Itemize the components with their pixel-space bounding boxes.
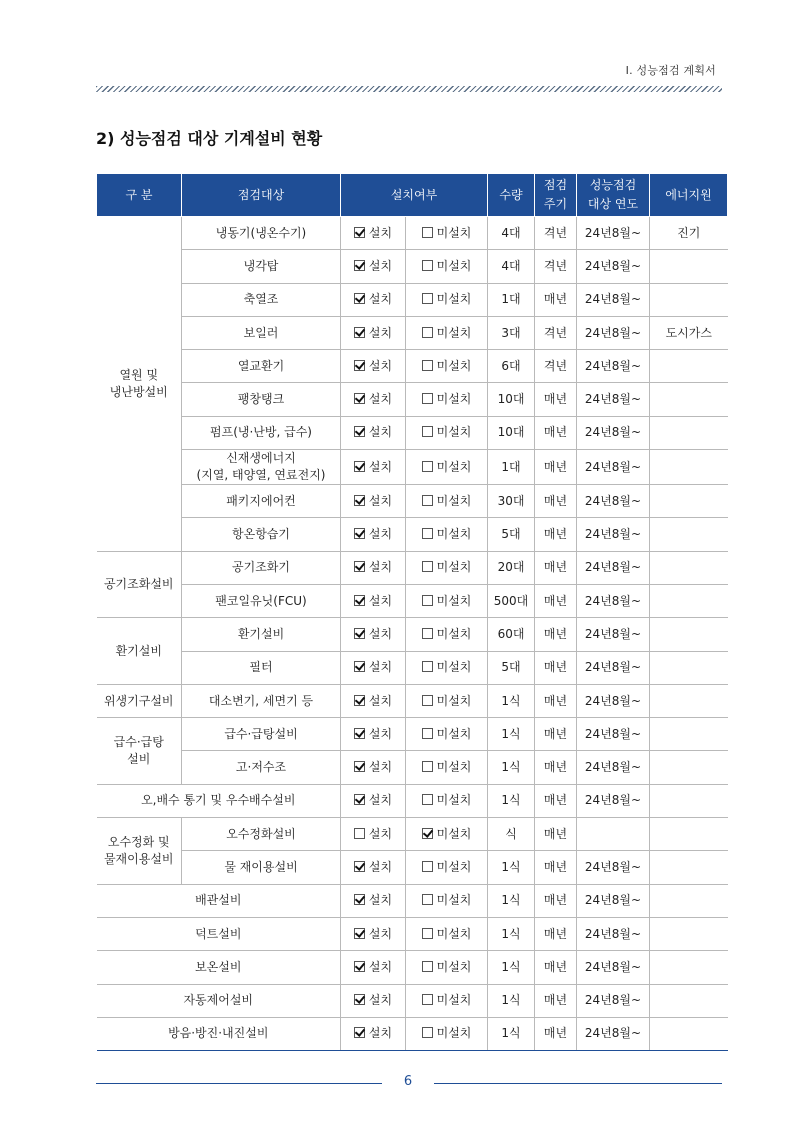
header-energy: 에너지원 xyxy=(650,174,728,217)
cell-qty: 식 xyxy=(488,818,535,851)
target-name: 팬코일유닛(FCU) xyxy=(182,584,341,617)
target-name: 패키지에어컨 xyxy=(182,485,341,518)
footer-line-right xyxy=(434,1083,722,1084)
cell-year: 24년8월~ xyxy=(577,684,650,717)
cell-qty: 10대 xyxy=(488,416,535,449)
target-name: 오수정화설비 xyxy=(182,818,341,851)
cell-energy xyxy=(650,684,728,717)
install-option-not-installed: 미설치 xyxy=(406,217,488,250)
cell-cycle: 매년 xyxy=(535,283,577,316)
install-option-not-installed: 미설치 xyxy=(406,250,488,283)
checkbox-not-installed[interactable] xyxy=(422,1027,433,1038)
install-option-installed: 설치 xyxy=(341,283,406,316)
checkbox-installed[interactable] xyxy=(354,695,365,706)
cell-qty: 30대 xyxy=(488,485,535,518)
cell-qty: 1식 xyxy=(488,684,535,717)
checkbox-not-installed[interactable] xyxy=(422,928,433,939)
cell-qty: 5대 xyxy=(488,651,535,684)
install-option-not-installed: 미설치 xyxy=(406,684,488,717)
install-option-not-installed: 미설치 xyxy=(406,450,488,485)
cell-cycle: 매년 xyxy=(535,618,577,651)
checkbox-not-installed[interactable] xyxy=(422,861,433,872)
cell-year: 24년8월~ xyxy=(577,884,650,917)
cell-year: 24년8월~ xyxy=(577,984,650,1017)
table-row xyxy=(97,518,728,551)
table-row xyxy=(97,551,728,584)
cell-qty: 1식 xyxy=(488,851,535,884)
cell-qty: 500대 xyxy=(488,584,535,617)
install-option-installed: 설치 xyxy=(341,818,406,851)
group-category: 열원 및 냉난방설비 xyxy=(97,217,182,552)
checkbox-not-installed[interactable] xyxy=(422,695,433,706)
header-year: 성능점검 대상 연도 xyxy=(577,174,650,217)
install-option-not-installed: 미설치 xyxy=(406,784,488,817)
install-option-not-installed: 미설치 xyxy=(406,518,488,551)
cell-energy xyxy=(650,551,728,584)
cell-cycle: 매년 xyxy=(535,518,577,551)
cell-cycle: 매년 xyxy=(535,1017,577,1050)
cell-energy xyxy=(650,917,728,950)
cell-cycle: 매년 xyxy=(535,917,577,950)
install-option-installed: 설치 xyxy=(341,884,406,917)
cell-energy xyxy=(650,350,728,383)
cell-year: 24년8월~ xyxy=(577,551,650,584)
target-name: 펌프(냉·난방, 급수) xyxy=(182,416,341,449)
checkbox-not-installed[interactable] xyxy=(422,461,433,472)
cell-qty: 4대 xyxy=(488,250,535,283)
footer-line-left xyxy=(96,1083,382,1084)
checkbox-not-installed[interactable] xyxy=(422,661,433,672)
cell-year: 24년8월~ xyxy=(577,584,650,617)
checkbox-not-installed[interactable] xyxy=(422,293,433,304)
group-category: 위생기구설비 xyxy=(97,684,182,717)
cell-year: 24년8월~ xyxy=(577,250,650,283)
checkbox-installed[interactable] xyxy=(354,393,365,404)
cell-qty: 60대 xyxy=(488,618,535,651)
cell-energy xyxy=(650,383,728,416)
table-row xyxy=(97,851,728,884)
target-name: 급수·급탕설비 xyxy=(182,718,341,751)
target-name: 보일러 xyxy=(182,316,341,349)
cell-year: 24년8월~ xyxy=(577,485,650,518)
install-option-installed: 설치 xyxy=(341,250,406,283)
header-hatch-divider xyxy=(96,86,722,92)
checkbox-installed[interactable] xyxy=(354,360,365,371)
checkbox-not-installed[interactable] xyxy=(422,528,433,539)
checkbox-not-installed[interactable] xyxy=(422,327,433,338)
install-option-not-installed: 미설치 xyxy=(406,818,488,851)
install-option-not-installed: 미설치 xyxy=(406,984,488,1017)
install-option-installed: 설치 xyxy=(341,851,406,884)
header-category: 구 분 xyxy=(97,174,182,217)
cell-qty: 1대 xyxy=(488,283,535,316)
cell-year: 24년8월~ xyxy=(577,518,650,551)
cell-energy xyxy=(650,485,728,518)
running-header: Ⅰ. 성능점검 계획서 xyxy=(625,64,716,77)
target-name: 신재생에너지 (지열, 태양열, 연료전지) xyxy=(182,450,341,485)
cell-qty: 4대 xyxy=(488,217,535,250)
checkbox-not-installed[interactable] xyxy=(422,495,433,506)
install-option-not-installed: 미설치 xyxy=(406,851,488,884)
cell-energy xyxy=(650,818,728,851)
checkbox-installed[interactable] xyxy=(354,561,365,572)
cell-cycle: 매년 xyxy=(535,951,577,984)
install-option-not-installed: 미설치 xyxy=(406,283,488,316)
checkbox-installed[interactable] xyxy=(354,894,365,905)
target-name: 축열조 xyxy=(182,283,341,316)
target-name: 냉동기(냉온수기) xyxy=(182,217,341,250)
section-title: 2) 성능점검 대상 기계설비 현황 xyxy=(96,129,323,148)
header-cycle: 점검 주기 xyxy=(535,174,577,217)
install-option-installed: 설치 xyxy=(341,217,406,250)
cell-cycle: 매년 xyxy=(535,383,577,416)
table-row xyxy=(97,718,728,751)
cell-energy xyxy=(650,1017,728,1050)
checkbox-not-installed[interactable] xyxy=(422,227,433,238)
checkbox-installed[interactable] xyxy=(354,260,365,271)
cell-year: 24년8월~ xyxy=(577,718,650,751)
table-row xyxy=(97,316,728,349)
install-option-not-installed: 미설치 xyxy=(406,751,488,784)
header-qty: 수량 xyxy=(488,174,535,217)
checkbox-not-installed[interactable] xyxy=(422,728,433,739)
install-option-installed: 설치 xyxy=(341,984,406,1017)
install-option-installed: 설치 xyxy=(341,485,406,518)
install-option-installed: 설치 xyxy=(341,584,406,617)
target-name: 팽창탱크 xyxy=(182,383,341,416)
target-name: 항온항습기 xyxy=(182,518,341,551)
checkbox-installed[interactable] xyxy=(354,828,365,839)
target-name: 자동제어설비 xyxy=(97,984,341,1017)
install-option-not-installed: 미설치 xyxy=(406,618,488,651)
cell-year: 24년8월~ xyxy=(577,450,650,485)
install-option-not-installed: 미설치 xyxy=(406,551,488,584)
checkbox-not-installed[interactable] xyxy=(422,393,433,404)
group-category: 환기설비 xyxy=(97,618,182,685)
cell-qty: 1식 xyxy=(488,917,535,950)
checkbox-installed[interactable] xyxy=(354,227,365,238)
checkbox-installed[interactable] xyxy=(354,628,365,639)
cell-cycle: 매년 xyxy=(535,851,577,884)
cell-energy xyxy=(650,416,728,449)
target-name: 열교환기 xyxy=(182,350,341,383)
install-option-installed: 설치 xyxy=(341,316,406,349)
table-row xyxy=(97,584,728,617)
table-row xyxy=(97,350,728,383)
cell-energy xyxy=(650,250,728,283)
install-option-installed: 설치 xyxy=(341,383,406,416)
cell-cycle: 매년 xyxy=(535,684,577,717)
cell-year: 24년8월~ xyxy=(577,283,650,316)
install-option-not-installed: 미설치 xyxy=(406,316,488,349)
cell-year xyxy=(577,818,650,851)
checkbox-not-installed[interactable] xyxy=(422,595,433,606)
install-option-not-installed: 미설치 xyxy=(406,1017,488,1050)
header-target: 점검대상 xyxy=(182,174,341,217)
table-row xyxy=(97,751,728,784)
checkbox-installed[interactable] xyxy=(354,661,365,672)
install-option-installed: 설치 xyxy=(341,551,406,584)
cell-year: 24년8월~ xyxy=(577,383,650,416)
checkbox-not-installed[interactable] xyxy=(422,260,433,271)
cell-energy xyxy=(650,951,728,984)
install-option-not-installed: 미설치 xyxy=(406,917,488,950)
checkbox-not-installed[interactable] xyxy=(422,628,433,639)
cell-year: 24년8월~ xyxy=(577,651,650,684)
target-name: 물 재이용설비 xyxy=(182,851,341,884)
cell-cycle: 매년 xyxy=(535,416,577,449)
checkbox-installed[interactable] xyxy=(354,528,365,539)
install-option-installed: 설치 xyxy=(341,350,406,383)
cell-qty: 1식 xyxy=(488,751,535,784)
cell-cycle: 매년 xyxy=(535,651,577,684)
checkbox-not-installed[interactable] xyxy=(422,794,433,805)
cell-cycle: 매년 xyxy=(535,584,577,617)
checkbox-not-installed[interactable] xyxy=(422,426,433,437)
table-row xyxy=(97,485,728,518)
install-option-not-installed: 미설치 xyxy=(406,584,488,617)
install-option-installed: 설치 xyxy=(341,718,406,751)
install-option-installed: 설치 xyxy=(341,751,406,784)
target-name: 방음·방진·내진설비 xyxy=(97,1017,341,1050)
target-name: 필터 xyxy=(182,651,341,684)
cell-cycle: 격년 xyxy=(535,350,577,383)
install-option-installed: 설치 xyxy=(341,651,406,684)
cell-year: 24년8월~ xyxy=(577,951,650,984)
cell-year: 24년8월~ xyxy=(577,751,650,784)
cell-energy xyxy=(650,851,728,884)
table-row xyxy=(97,884,728,917)
checkbox-not-installed[interactable] xyxy=(422,894,433,905)
cell-energy xyxy=(650,283,728,316)
cell-year: 24년8월~ xyxy=(577,1017,650,1050)
equipment-table xyxy=(96,173,728,1051)
cell-year: 24년8월~ xyxy=(577,851,650,884)
table-row xyxy=(97,217,728,250)
install-option-installed: 설치 xyxy=(341,450,406,485)
cell-qty: 20대 xyxy=(488,551,535,584)
group-category: 오수정화 및 물재이용설비 xyxy=(97,818,182,885)
table-header-row xyxy=(97,174,728,217)
checkbox-not-installed[interactable] xyxy=(422,828,433,839)
table-row xyxy=(97,684,728,717)
cell-cycle: 격년 xyxy=(535,316,577,349)
cell-year: 24년8월~ xyxy=(577,316,650,349)
target-name: 고·저수조 xyxy=(182,751,341,784)
checkbox-installed[interactable] xyxy=(354,761,365,772)
cell-qty: 3대 xyxy=(488,316,535,349)
checkbox-installed[interactable] xyxy=(354,928,365,939)
cell-qty: 5대 xyxy=(488,518,535,551)
cell-cycle: 매년 xyxy=(535,718,577,751)
target-name: 공기조화기 xyxy=(182,551,341,584)
group-category: 급수·급탕 설비 xyxy=(97,718,182,785)
install-option-installed: 설치 xyxy=(341,416,406,449)
table-row xyxy=(97,618,728,651)
cell-qty: 6대 xyxy=(488,350,535,383)
cell-qty: 1식 xyxy=(488,951,535,984)
install-option-not-installed: 미설치 xyxy=(406,884,488,917)
target-name: 오,배수 통기 및 우수배수설비 xyxy=(97,784,341,817)
install-option-not-installed: 미설치 xyxy=(406,416,488,449)
cell-energy xyxy=(650,618,728,651)
checkbox-installed[interactable] xyxy=(354,595,365,606)
install-option-installed: 설치 xyxy=(341,618,406,651)
install-option-installed: 설치 xyxy=(341,951,406,984)
target-name: 대소변기, 세면기 등 xyxy=(182,684,341,717)
cell-cycle: 매년 xyxy=(535,551,577,584)
table-row xyxy=(97,283,728,316)
checkbox-not-installed[interactable] xyxy=(422,961,433,972)
cell-cycle: 격년 xyxy=(535,217,577,250)
checkbox-not-installed[interactable] xyxy=(422,761,433,772)
cell-energy xyxy=(650,518,728,551)
table-row xyxy=(97,450,728,485)
checkbox-not-installed[interactable] xyxy=(422,994,433,1005)
cell-qty: 1식 xyxy=(488,884,535,917)
cell-energy xyxy=(650,784,728,817)
install-option-installed: 설치 xyxy=(341,1017,406,1050)
group-category: 공기조화설비 xyxy=(97,551,182,618)
cell-energy xyxy=(650,450,728,485)
checkbox-not-installed[interactable] xyxy=(422,360,433,371)
checkbox-installed[interactable] xyxy=(354,495,365,506)
cell-cycle: 매년 xyxy=(535,784,577,817)
install-option-not-installed: 미설치 xyxy=(406,651,488,684)
page-number: 6 xyxy=(403,1074,413,1089)
cell-year: 24년8월~ xyxy=(577,350,650,383)
checkbox-installed[interactable] xyxy=(354,861,365,872)
table-row xyxy=(97,250,728,283)
checkbox-installed[interactable] xyxy=(354,327,365,338)
cell-cycle: 매년 xyxy=(535,884,577,917)
checkbox-installed[interactable] xyxy=(354,994,365,1005)
checkbox-installed[interactable] xyxy=(354,1027,365,1038)
checkbox-installed[interactable] xyxy=(354,728,365,739)
checkbox-installed[interactable] xyxy=(354,961,365,972)
install-option-not-installed: 미설치 xyxy=(406,485,488,518)
cell-energy xyxy=(650,718,728,751)
cell-cycle: 매년 xyxy=(535,450,577,485)
cell-qty: 1대 xyxy=(488,450,535,485)
target-name: 환기설비 xyxy=(182,618,341,651)
install-option-installed: 설치 xyxy=(341,784,406,817)
checkbox-not-installed[interactable] xyxy=(422,561,433,572)
checkbox-installed[interactable] xyxy=(354,293,365,304)
target-name: 배관설비 xyxy=(97,884,341,917)
table-row xyxy=(97,951,728,984)
cell-energy: 도시가스 xyxy=(650,316,728,349)
cell-energy xyxy=(650,751,728,784)
install-option-installed: 설치 xyxy=(341,684,406,717)
checkbox-installed[interactable] xyxy=(354,426,365,437)
target-name: 냉각탑 xyxy=(182,250,341,283)
table-row xyxy=(97,818,728,851)
table-row xyxy=(97,1017,728,1050)
cell-energy xyxy=(650,984,728,1017)
cell-energy xyxy=(650,884,728,917)
cell-qty: 1식 xyxy=(488,1017,535,1050)
cell-cycle: 매년 xyxy=(535,984,577,1017)
target-name: 덕트설비 xyxy=(97,917,341,950)
cell-energy xyxy=(650,584,728,617)
target-name: 보온설비 xyxy=(97,951,341,984)
cell-qty: 1식 xyxy=(488,984,535,1017)
install-option-installed: 설치 xyxy=(341,518,406,551)
cell-year: 24년8월~ xyxy=(577,784,650,817)
header-install: 설치여부 xyxy=(341,174,488,217)
install-option-installed: 설치 xyxy=(341,917,406,950)
table-row xyxy=(97,784,728,817)
cell-energy: 진기 xyxy=(650,217,728,250)
cell-cycle: 격년 xyxy=(535,250,577,283)
cell-qty: 1식 xyxy=(488,718,535,751)
cell-cycle: 매년 xyxy=(535,485,577,518)
cell-cycle: 매년 xyxy=(535,751,577,784)
table-row xyxy=(97,416,728,449)
cell-year: 24년8월~ xyxy=(577,917,650,950)
table-row xyxy=(97,651,728,684)
cell-cycle: 매년 xyxy=(535,818,577,851)
install-option-not-installed: 미설치 xyxy=(406,383,488,416)
install-option-not-installed: 미설치 xyxy=(406,350,488,383)
cell-year: 24년8월~ xyxy=(577,618,650,651)
cell-energy xyxy=(650,651,728,684)
cell-year: 24년8월~ xyxy=(577,416,650,449)
install-option-not-installed: 미설치 xyxy=(406,718,488,751)
cell-qty: 1식 xyxy=(488,784,535,817)
checkbox-installed[interactable] xyxy=(354,461,365,472)
cell-qty: 10대 xyxy=(488,383,535,416)
table-row xyxy=(97,383,728,416)
table-row xyxy=(97,984,728,1017)
install-option-not-installed: 미설치 xyxy=(406,951,488,984)
table-row xyxy=(97,917,728,950)
cell-year: 24년8월~ xyxy=(577,217,650,250)
checkbox-installed[interactable] xyxy=(354,794,365,805)
